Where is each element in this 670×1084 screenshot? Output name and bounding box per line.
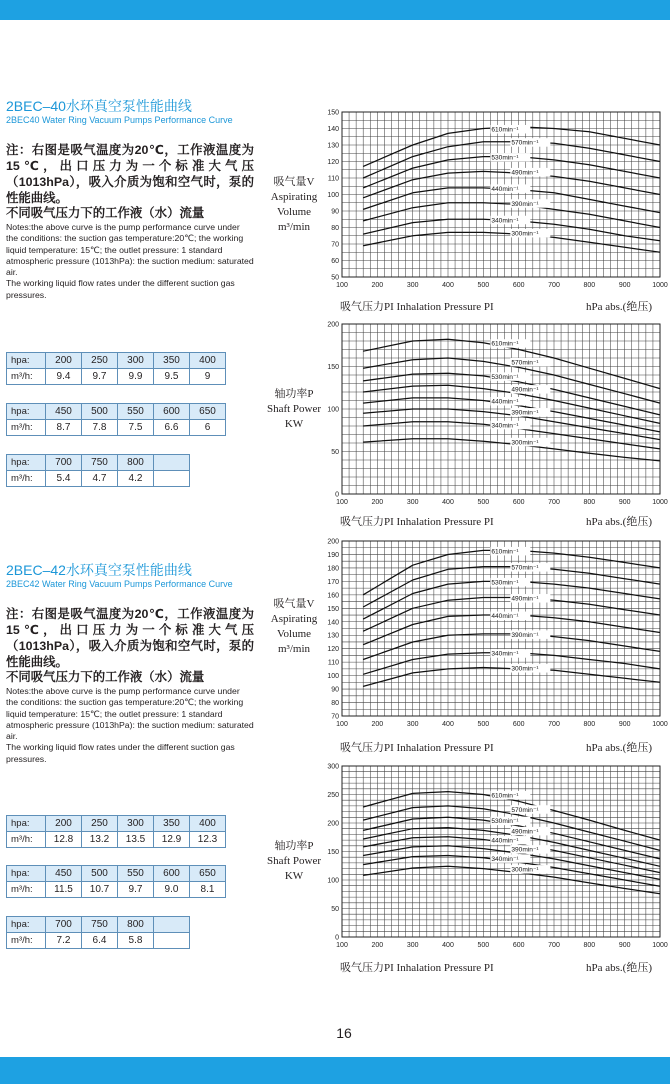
x-axis-unit: hPa abs.(绝压): [586, 516, 652, 528]
m3h-cell: 4.7: [82, 471, 118, 487]
series-label: 300min⁻¹: [511, 665, 539, 673]
y-tick-label: 190: [327, 551, 339, 559]
m3h-cell: 9.0: [154, 882, 190, 898]
hpa-cell: 700: [46, 917, 82, 933]
x-tick-label: 900: [618, 942, 631, 949]
m3h-cell: 9.4: [46, 369, 82, 385]
volume-label-en2: Volume: [276, 206, 312, 218]
x-tick-label: 300: [406, 942, 419, 949]
note-chinese-flow: 不同吸气压力下的工作液（水）流量: [6, 670, 205, 684]
hpa-cell: 550: [118, 866, 154, 882]
x-tick-label: 800: [583, 721, 596, 728]
x-tick-label: 700: [548, 499, 560, 506]
hpa-label: hpa:: [7, 455, 46, 471]
x-tick-label: 600: [512, 721, 525, 728]
y-tick-label: 140: [327, 126, 339, 133]
m3h-cell: 9.7: [82, 369, 118, 385]
series-label: 390min⁻¹: [511, 631, 539, 639]
series-label: 570min⁻¹: [511, 139, 539, 147]
m3h-label: m³/h:: [7, 933, 46, 949]
series-label: 340min⁻¹: [491, 650, 519, 658]
x-tick-label: 1000: [652, 721, 668, 728]
x-tick-label: 700: [548, 282, 560, 289]
series-label: 340min⁻¹: [491, 422, 519, 430]
hpa-cell: 550: [118, 404, 154, 420]
y-tick-label: 90: [331, 686, 339, 694]
series-label: 390min⁻¹: [511, 409, 539, 417]
hpa-cell: 200: [46, 353, 82, 369]
note-english-flow: The working liquid flow rates under the different suction gas pressures.: [6, 278, 235, 300]
series-label: 300min⁻¹: [511, 866, 539, 874]
y-tick-label: 100: [327, 673, 339, 681]
y-tick-label: 90: [331, 208, 339, 216]
y-tick-label: 200: [327, 538, 339, 546]
m3h-cell: 6: [190, 420, 226, 436]
m3h-cell: 7.5: [118, 420, 154, 436]
y-tick-label: 200: [327, 820, 339, 828]
m3h-label: m³/h:: [7, 471, 46, 487]
x-tick-label: 800: [583, 282, 596, 289]
hpa-cell: 800: [118, 917, 154, 933]
x-axis-title: 吸气压力PI Inhalation Pressure PI: [340, 516, 494, 528]
hpa-cell: 800: [118, 455, 154, 471]
x-axis-unit: hPa abs.(绝压): [586, 301, 652, 313]
x-axis-title: 吸气压力PI Inhalation Pressure PI: [340, 301, 494, 313]
m3h-cell: 7.8: [82, 420, 118, 436]
y-tick-label: 120: [327, 159, 339, 166]
series-label: 570min⁻¹: [511, 359, 539, 367]
x-tick-label: 800: [583, 942, 596, 949]
hpa-cell: 650: [190, 866, 226, 882]
series-label: 490min⁻¹: [511, 828, 539, 836]
series-label: 340min⁻¹: [491, 855, 519, 863]
hpa-cell: 300: [118, 816, 154, 832]
hpa-cell: 450: [46, 866, 82, 882]
m3h-cell: 6.6: [154, 420, 190, 436]
section-subtitle: 2BEC40 Water Ring Vacuum Pumps Performance Curve: [6, 115, 233, 125]
series-label: 570min⁻¹: [511, 564, 539, 572]
m3h-cell: 8.1: [190, 882, 226, 898]
x-tick-label: 100: [336, 942, 348, 949]
hpa-cell: 300: [118, 353, 154, 369]
y-tick-label: 130: [327, 632, 339, 640]
hpa-cell: 400: [190, 816, 226, 832]
y-tick-label: 100: [327, 877, 339, 885]
x-tick-label: 900: [618, 499, 631, 506]
series-label: 570min⁻¹: [511, 806, 539, 814]
x-axis-unit: hPa abs.(绝压): [586, 962, 652, 974]
y-tick-label: 150: [327, 109, 339, 117]
y-tick-label: 150: [327, 849, 339, 856]
power-label-en1: Shaft Power: [266, 855, 322, 867]
series-label: 440min⁻¹: [491, 837, 519, 845]
series-label: 390min⁻¹: [511, 846, 539, 854]
power-label-cn: 轴功率P: [274, 840, 314, 852]
volume-label-en2: Volume: [276, 628, 312, 640]
y-tick-label: 140: [327, 619, 339, 627]
y-tick-label: 50: [331, 906, 339, 913]
y-tick-label: 170: [327, 578, 339, 586]
x-tick-label: 900: [618, 721, 631, 728]
m3h-cell: 5.4: [46, 471, 82, 487]
note-chinese-flow: 不同吸气压力下的工作液（水）流量: [6, 206, 205, 220]
m3h-cell: 7.2: [46, 933, 82, 949]
hpa-label: hpa:: [7, 353, 46, 369]
m3h-cell: 9.9: [118, 369, 154, 385]
y-tick-label: 300: [327, 763, 339, 771]
m3h-label: m³/h:: [7, 369, 46, 385]
x-tick-label: 400: [442, 721, 454, 728]
series-label: 530min⁻¹: [491, 373, 519, 381]
y-tick-label: 150: [327, 605, 339, 613]
section-title: 2BEC–42水环真空泵性能曲线: [6, 562, 192, 578]
x-tick-label: 300: [406, 282, 419, 289]
bottom-band: [0, 1057, 670, 1084]
power-label-en2: KW: [284, 418, 304, 430]
m3h-cell: 9: [190, 369, 226, 385]
x-tick-label: 300: [406, 499, 419, 506]
y-tick-label: 60: [331, 258, 339, 265]
note-chinese: 注：右图是吸气温度为20℃，工作液温度为15℃，出口压力为一个标准大气压（1013hPa），吸入介质为饱和空气时，泵的性能曲线。: [6, 143, 254, 205]
x-tick-label: 700: [548, 721, 560, 728]
volume-label-cn: 吸气量V: [273, 598, 315, 610]
series-label: 610min⁻¹: [491, 126, 519, 134]
x-tick-label: 1000: [652, 499, 668, 506]
hpa-cell: 200: [46, 816, 82, 832]
series-label: 300min⁻¹: [511, 439, 539, 447]
hpa-cell: 600: [154, 866, 190, 882]
y-tick-label: 70: [331, 241, 339, 249]
hpa-cell: 350: [154, 816, 190, 832]
hpa-cell: 700: [46, 455, 82, 471]
y-tick-label: 80: [331, 225, 339, 232]
x-axis-title: 吸气压力PI Inhalation Pressure PI: [340, 962, 494, 974]
hpa-cell: 400: [190, 353, 226, 369]
volume-label-en1: Aspirating: [270, 191, 318, 203]
m3h-cell: 12.8: [46, 832, 82, 848]
hpa-label: hpa:: [7, 816, 46, 832]
m3h-cell: 8.7: [46, 420, 82, 436]
y-tick-label: 50: [331, 449, 339, 456]
hpa-cell: 750: [82, 455, 118, 471]
x-tick-label: 400: [442, 282, 454, 289]
y-tick-label: 70: [331, 713, 339, 721]
m3h-cell: 9.7: [118, 882, 154, 898]
hpa-cell: 600: [154, 404, 190, 420]
hpa-cell: 500: [82, 866, 118, 882]
series-label: 300min⁻¹: [511, 230, 539, 238]
series-label: 490min⁻¹: [511, 169, 539, 177]
m3h-label: m³/h:: [7, 882, 46, 898]
series-label: 530min⁻¹: [491, 154, 519, 162]
x-tick-label: 400: [442, 499, 454, 506]
m3h-cell: 12.9: [154, 832, 190, 848]
m3h-cell: 12.3: [190, 832, 226, 848]
volume-label-en1: Aspirating: [270, 613, 318, 625]
m3h-cell: 13.5: [118, 832, 154, 848]
note-english-flow: The working liquid flow rates under the different suction gas pressures.: [6, 742, 235, 764]
y-tick-label: 0: [335, 934, 339, 942]
m3h-label: m³/h:: [7, 420, 46, 436]
hpa-cell: 250: [82, 816, 118, 832]
x-tick-label: 700: [548, 942, 560, 949]
x-tick-label: 500: [477, 282, 490, 289]
x-tick-label: 600: [512, 942, 525, 949]
hpa-cell: 250: [82, 353, 118, 369]
y-tick-label: 130: [327, 142, 339, 150]
y-tick-label: 110: [327, 175, 339, 183]
power-label-en2: KW: [284, 870, 304, 882]
hpa-label: hpa:: [7, 404, 46, 420]
m3h-cell: 13.2: [82, 832, 118, 848]
power-label-en1: Shaft Power: [266, 403, 322, 415]
series-label: 340min⁻¹: [491, 217, 519, 225]
x-tick-label: 1000: [652, 942, 668, 949]
series-label: 490min⁻¹: [511, 595, 539, 603]
hpa-cell: 750: [82, 917, 118, 933]
m3h-cell: 11.5: [46, 882, 82, 898]
x-axis-unit: hPa abs.(绝压): [586, 742, 652, 754]
y-tick-label: 200: [327, 321, 339, 329]
m3h-label: m³/h:: [7, 832, 46, 848]
hpa-cell: 350: [154, 353, 190, 369]
note-chinese: 注：右图是吸气温度为20℃，工作液温度为15℃，出口压力为一个标准大气压（1013hPa），吸入介质为饱和空气时，泵的性能曲线。: [6, 607, 254, 669]
hpa-cell: 500: [82, 404, 118, 420]
volume-label-cn: 吸气量V: [273, 176, 315, 188]
x-tick-label: 200: [371, 942, 384, 949]
series-label: 610min⁻¹: [491, 792, 519, 800]
series-label: 390min⁻¹: [511, 200, 539, 208]
series-label: 530min⁻¹: [491, 818, 519, 826]
x-tick-label: 300: [406, 721, 419, 728]
x-tick-label: 500: [477, 499, 490, 506]
note-english: Notes:the above curve is the pump performance curve under the conditions: the suction gas temperature:20℃; the working liquid temperature: 15℃; the outlet pressure: 1 standard atmospheric pressure (1013hPa): the suction medium: saturated air.: [6, 686, 254, 742]
volume-label-unit: m³/min: [277, 643, 311, 655]
hpa-cell: 650: [190, 404, 226, 420]
series-label: 440min⁻¹: [491, 398, 519, 406]
series-label: 440min⁻¹: [491, 185, 519, 193]
x-tick-label: 600: [512, 282, 525, 289]
y-tick-label: 100: [327, 192, 339, 199]
x-tick-label: 100: [336, 282, 348, 289]
power-label-cn: 轴功率P: [274, 388, 314, 400]
section-subtitle: 2BEC42 Water Ring Vacuum Pumps Performance Curve: [6, 579, 233, 589]
y-tick-label: 160: [327, 592, 339, 600]
series-label: 490min⁻¹: [511, 386, 539, 394]
x-tick-label: 900: [618, 282, 631, 289]
y-tick-label: 120: [327, 646, 339, 654]
y-tick-label: 110: [327, 659, 339, 667]
y-tick-label: 0: [335, 491, 339, 499]
y-tick-label: 50: [331, 274, 339, 282]
x-tick-label: 200: [371, 282, 384, 289]
series-label: 440min⁻¹: [491, 613, 519, 621]
x-tick-label: 1000: [652, 282, 668, 289]
m3h-cell: 9.5: [154, 369, 190, 385]
series-label: 530min⁻¹: [491, 579, 519, 587]
hpa-cell: 450: [46, 404, 82, 420]
m3h-cell: 6.4: [82, 933, 118, 949]
m3h-cell: 4.2: [118, 471, 154, 487]
x-tick-label: 100: [336, 721, 348, 728]
x-axis-title: 吸气压力PI Inhalation Pressure PI: [340, 742, 494, 754]
x-tick-label: 100: [336, 499, 348, 506]
x-tick-label: 500: [477, 942, 490, 949]
section-title: 2BEC–40水环真空泵性能曲线: [6, 98, 192, 114]
note-english: Notes:the above curve is the pump performance curve under the conditions: the suction gas temperature:20℃; the working liquid temperature: 15℃; the outlet pressure: 1 standard atmospheric pressure (1013hPa): the suction medium: saturated air.: [6, 222, 254, 278]
y-tick-label: 80: [331, 700, 339, 708]
x-tick-label: 200: [371, 721, 384, 728]
x-tick-label: 200: [371, 499, 384, 506]
page-number: 16: [336, 1025, 352, 1041]
series-label: 610min⁻¹: [491, 340, 519, 348]
m3h-cell: 5.8: [118, 933, 154, 949]
y-tick-label: 150: [327, 364, 339, 371]
hpa-label: hpa:: [7, 866, 46, 882]
y-tick-label: 180: [327, 565, 339, 573]
hpa-label: hpa:: [7, 917, 46, 933]
x-tick-label: 800: [583, 499, 596, 506]
series-label: 610min⁻¹: [491, 548, 519, 556]
volume-label-unit: m³/min: [277, 221, 311, 233]
y-tick-label: 250: [327, 792, 339, 799]
y-tick-label: 100: [327, 406, 339, 414]
x-tick-label: 600: [512, 499, 525, 506]
x-tick-label: 500: [477, 721, 490, 728]
m3h-cell: 10.7: [82, 882, 118, 898]
x-tick-label: 400: [442, 942, 454, 949]
